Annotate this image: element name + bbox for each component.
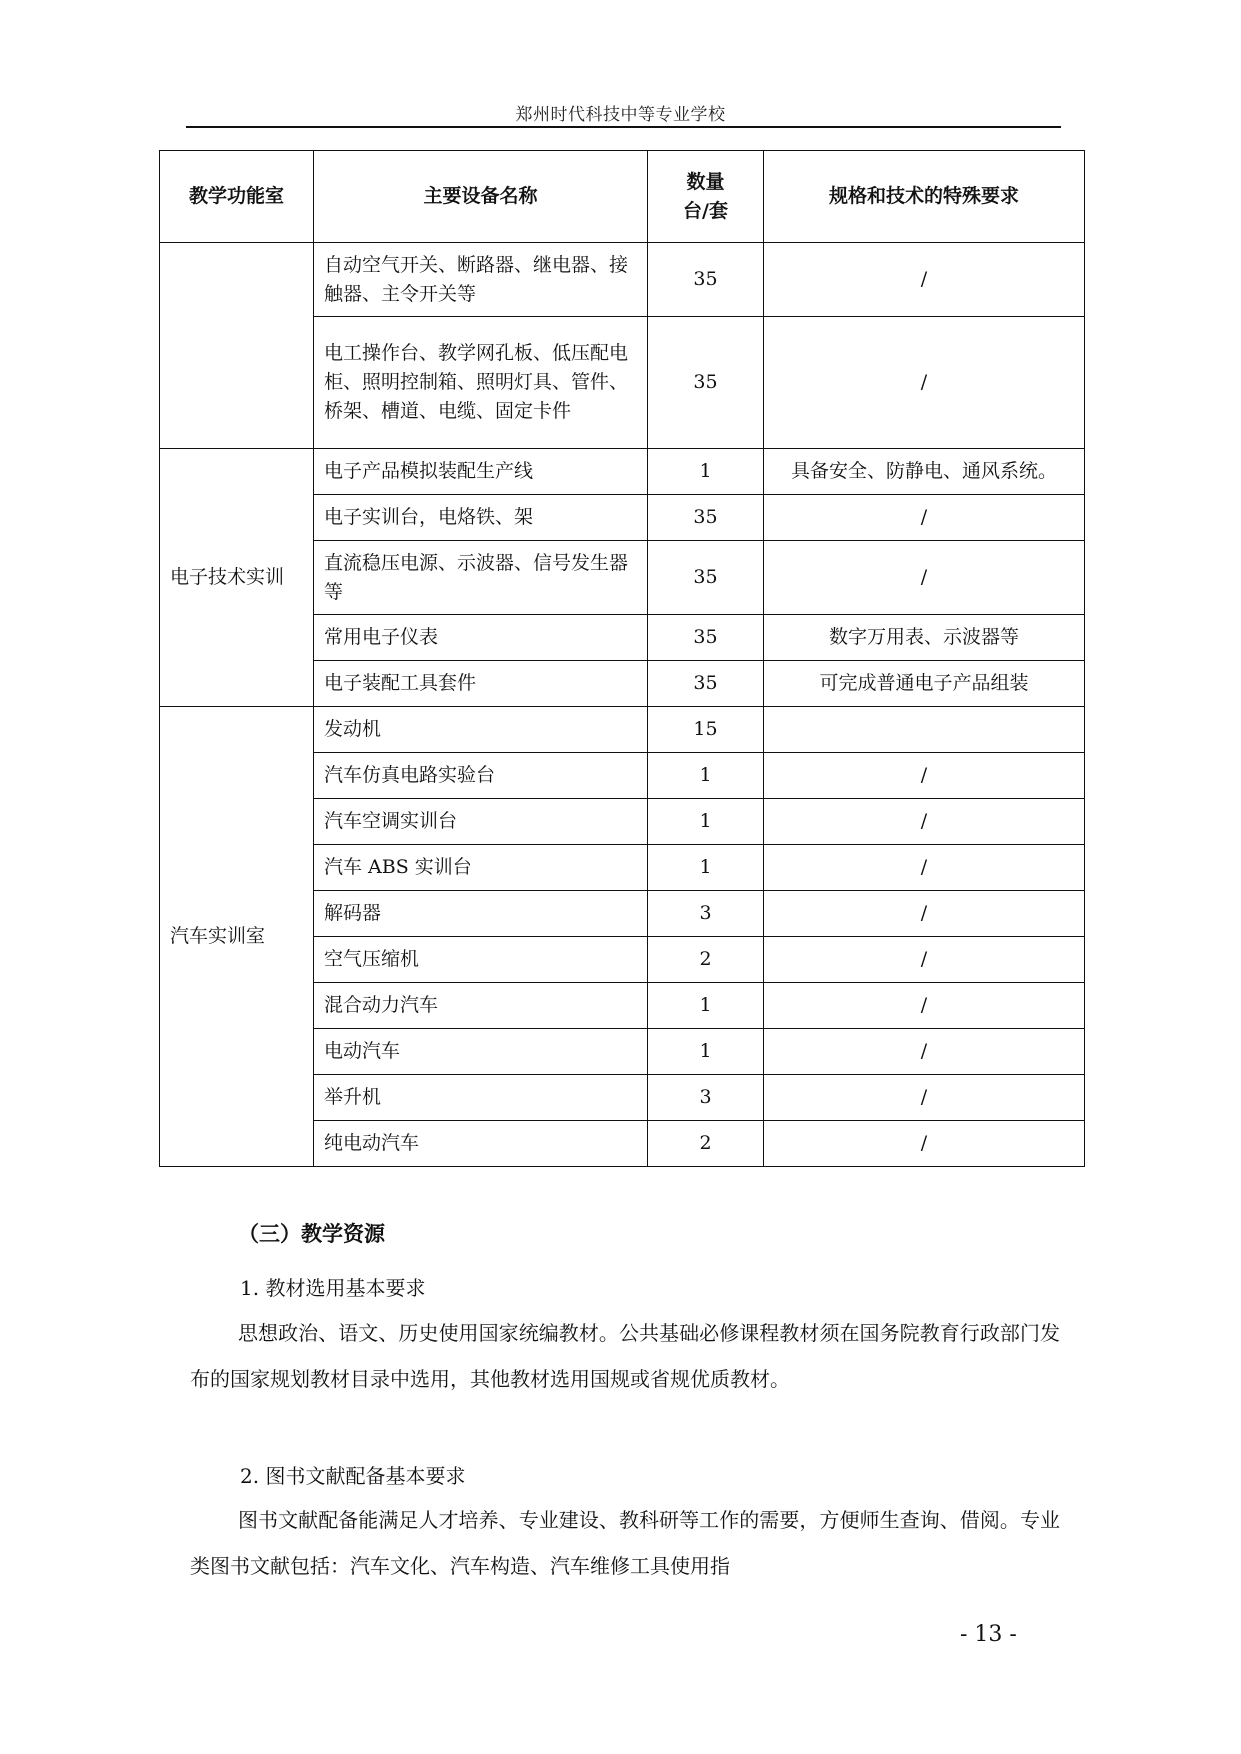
quantity-cell: 2 <box>648 1121 764 1167</box>
spec-cell: 可完成普通电子产品组装 <box>764 661 1085 707</box>
header-spec: 规格和技术的特殊要求 <box>764 151 1085 243</box>
header-room: 教学功能室 <box>160 151 314 243</box>
spec-cell: 数字万用表、示波器等 <box>764 615 1085 661</box>
quantity-cell: 35 <box>648 615 764 661</box>
equipment-cell: 汽车 ABS 实训台 <box>314 845 648 891</box>
document-header-title: 郑州时代科技中等专业学校 <box>515 105 726 125</box>
table-row <box>160 449 1085 495</box>
equipment-cell: 自动空气开关、断路器、继电器、接触器、主令开关等 <box>314 243 648 317</box>
quantity-cell: 1 <box>648 449 764 495</box>
spec-cell <box>764 707 1085 753</box>
spec-cell: / <box>764 1029 1085 1075</box>
spec-cell: / <box>764 495 1085 541</box>
spec-cell: / <box>764 799 1085 845</box>
equipment-cell: 解码器 <box>314 891 648 937</box>
section-heading: （三）教学资源 <box>238 1222 385 1246</box>
quantity-cell: 1 <box>648 983 764 1029</box>
equipment-cell: 直流稳压电源、示波器、信号发生器等 <box>314 541 648 615</box>
page-number: - 13 - <box>960 1622 1017 1647</box>
spec-cell: / <box>764 753 1085 799</box>
quantity-cell: 35 <box>648 495 764 541</box>
equipment-cell: 混合动力汽车 <box>314 983 648 1029</box>
equipment-table <box>159 150 1085 1167</box>
quantity-cell: 35 <box>648 317 764 449</box>
subsection-heading-library: 2. 图书文献配备基本要求 <box>240 1464 466 1488</box>
quantity-cell: 1 <box>648 799 764 845</box>
equipment-cell: 纯电动汽车 <box>314 1121 648 1167</box>
equipment-cell: 发动机 <box>314 707 648 753</box>
spec-cell: / <box>764 891 1085 937</box>
equipment-cell: 汽车空调实训台 <box>314 799 648 845</box>
header-quantity-line2: 台/套 <box>683 199 728 222</box>
equipment-cell: 空气压缩机 <box>314 937 648 983</box>
subsection-heading-textbooks: 1. 教材选用基本要求 <box>240 1276 426 1300</box>
spec-cell: / <box>764 937 1085 983</box>
quantity-cell: 35 <box>648 541 764 615</box>
spec-cell: / <box>764 845 1085 891</box>
equipment-cell: 常用电子仪表 <box>314 615 648 661</box>
spec-cell: / <box>764 317 1085 449</box>
header-equipment: 主要设备名称 <box>314 151 648 243</box>
equipment-cell: 汽车仿真电路实验台 <box>314 753 648 799</box>
quantity-cell: 1 <box>648 1029 764 1075</box>
table-row <box>160 243 1085 317</box>
equipment-cell: 电子装配工具套件 <box>314 661 648 707</box>
header-quantity <box>648 151 764 243</box>
room-cell <box>160 243 314 449</box>
table-row <box>160 707 1085 753</box>
spec-cell: / <box>764 541 1085 615</box>
quantity-cell: 2 <box>648 937 764 983</box>
equipment-cell: 举升机 <box>314 1075 648 1121</box>
table-header-row <box>160 151 1085 243</box>
header-quantity-line1: 数量 <box>686 170 725 193</box>
spec-cell: / <box>764 983 1085 1029</box>
quantity-cell: 35 <box>648 661 764 707</box>
spec-cell: / <box>764 1075 1085 1121</box>
spec-cell: / <box>764 1121 1085 1167</box>
spec-cell: 具备安全、防静电、通风系统。 <box>764 449 1085 495</box>
room-cell: 汽车实训室 <box>160 707 314 1167</box>
quantity-cell: 1 <box>648 753 764 799</box>
room-cell: 电子技术实训 <box>160 449 314 707</box>
quantity-cell: 3 <box>648 1075 764 1121</box>
equipment-cell: 电动汽车 <box>314 1029 648 1075</box>
quantity-cell: 35 <box>648 243 764 317</box>
equipment-cell: 电子产品模拟装配生产线 <box>314 449 648 495</box>
spec-cell: / <box>764 243 1085 317</box>
paragraph-textbooks: 思想政治、语文、历史使用国家统编教材。公共基础必修课程教材须在国务院教育行政部门发布的国家规划教材目录中选用，其他教材选用国规或省规优质教材。 <box>190 1321 1060 1391</box>
quantity-cell: 15 <box>648 707 764 753</box>
paragraph-library: 图书文献配备能满足人才培养、专业建设、教科研等工作的需要，方便师生查询、借阅。专业类图书文献包括：汽车文化、汽车构造、汽车维修工具使用指 <box>190 1508 1060 1578</box>
equipment-cell: 电工操作台、教学网孔板、低压配电柜、照明控制箱、照明灯具、管件、桥架、槽道、电缆、固定卡件 <box>314 317 648 449</box>
equipment-cell: 电子实训台，电烙铁、架 <box>314 495 648 541</box>
quantity-cell: 1 <box>648 845 764 891</box>
header-rule <box>186 126 1061 128</box>
quantity-cell: 3 <box>648 891 764 937</box>
